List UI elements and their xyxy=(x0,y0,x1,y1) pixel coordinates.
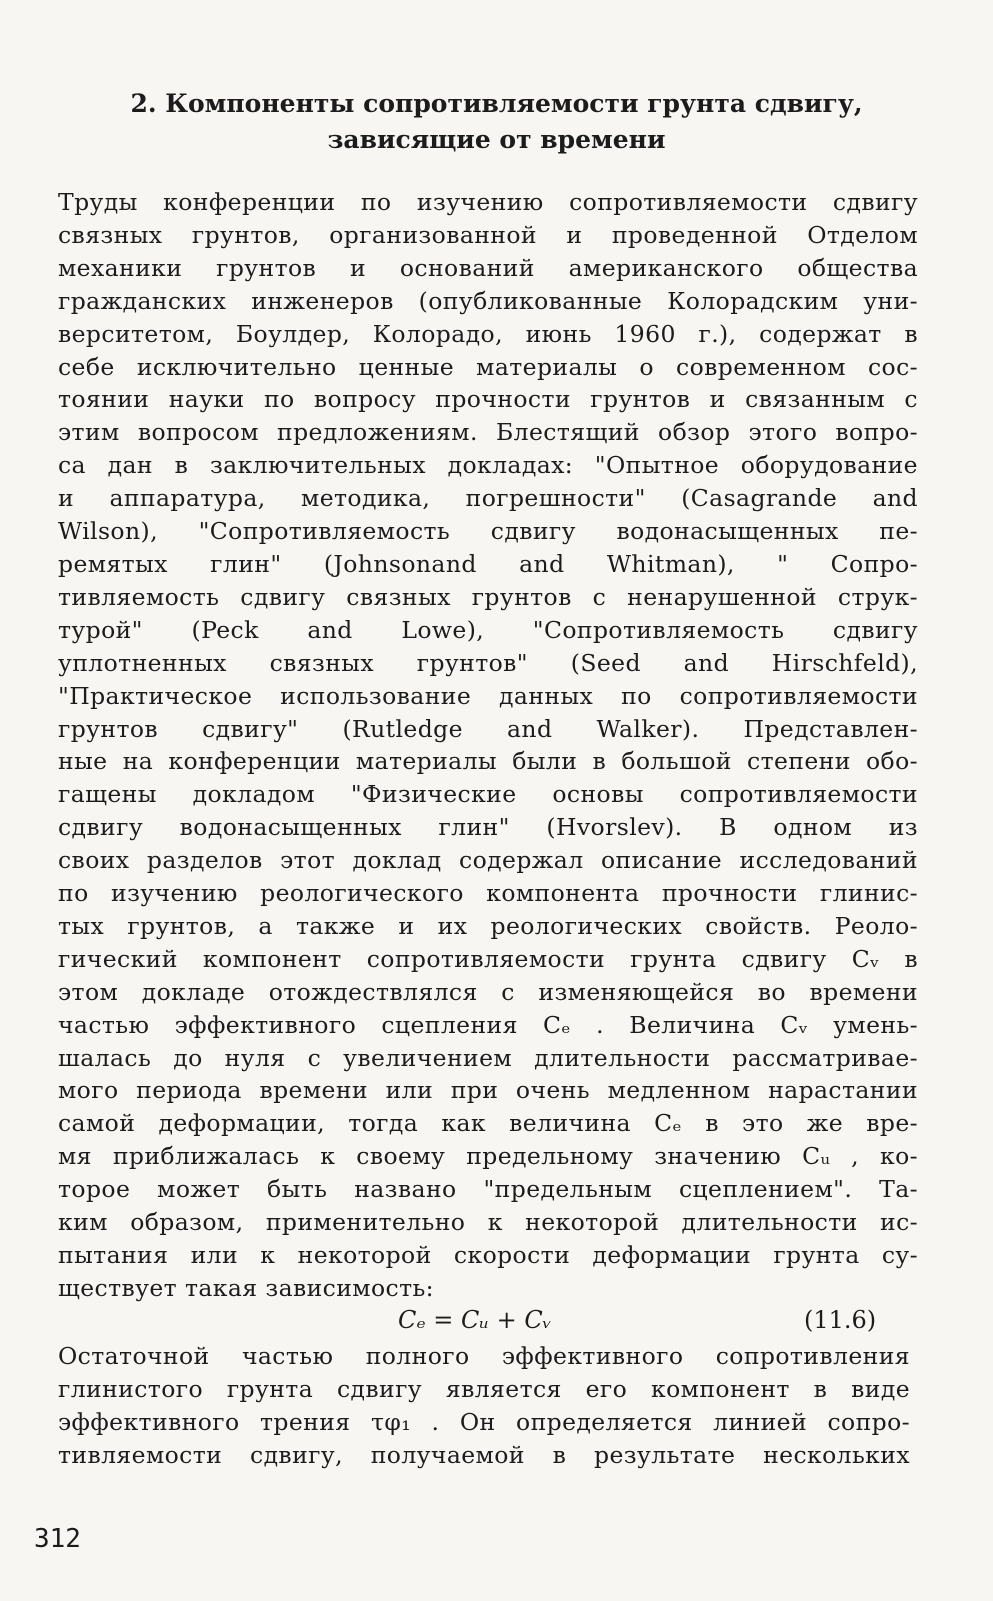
text-line: своих разделов этот доклад содержал описание исследований xyxy=(58,846,918,875)
equation-11-6 xyxy=(0,1306,993,1340)
text-line: гащены докладом "Физические основы сопротивляемости xyxy=(58,780,918,809)
text-line: тивляемости сдвигу, получаемой в результате нескольких xyxy=(58,1441,910,1469)
text-line: грунтов сдвигу" (Rutledge and Walker). Представлен- xyxy=(58,714,918,743)
text-line: са дан в заключительных докладах: "Опытное оборудование xyxy=(58,451,918,480)
section-heading xyxy=(0,86,993,158)
text-line: гражданских инженеров (опубликованные Колорадским уни- xyxy=(58,286,918,315)
text-line: уплотненных связных грунтов" (Seed and Hirschfeld), xyxy=(58,648,918,677)
text-line: ремятых глин" (Johnsonand and Whitman), " Сопро- xyxy=(58,549,918,578)
text-line: ким образом, применительно к некоторой длительности ис- xyxy=(58,1208,918,1237)
text-line: Остаточной частью полного эффективного сопротивления xyxy=(58,1342,910,1370)
heading-line-2: зависящие от времени xyxy=(327,125,666,154)
text-line: этим вопросом предложениям. Блестящий обзор этого вопро- xyxy=(58,418,918,447)
text-line: глинистого грунта сдвигу является его компонент в виде xyxy=(58,1375,910,1403)
text-line: мого периода времени или при очень медленном нарастании xyxy=(58,1076,918,1105)
text-line: гический компонент сопротивляемости грунта сдвигу Cᵥ в xyxy=(58,944,918,973)
text-line: мя приближалась к своему предельному значению Cᵤ , ко- xyxy=(58,1142,918,1171)
text-line: тивляемость сдвигу связных грунтов с ненарушенной струк- xyxy=(58,582,918,611)
text-line: турой" (Peck and Lowe), "Сопротивляемость сдвигу xyxy=(58,615,918,644)
text-line: по изучению реологического компонента прочности глинис- xyxy=(58,879,918,908)
text-line: себе исключительно ценные материалы о современном сос- xyxy=(58,352,918,381)
equation-number: (11.6) xyxy=(804,1306,877,1334)
text-line: и аппаратура, методика, погрешности" (Casagrande and xyxy=(58,484,918,513)
text-line: верситетом, Боулдер, Колорадо, июнь 1960 г.), содержат в xyxy=(58,319,918,348)
text-line: шалась до нуля с увеличением длительности рассматривае- xyxy=(58,1043,918,1072)
text-line: пытания или к некоторой скорости деформации грунта су- xyxy=(58,1241,918,1269)
page-number: 312 xyxy=(34,1524,81,1554)
text-line: частью эффективного сцепления Cₑ . Величина Cᵥ умень- xyxy=(58,1010,918,1039)
text-line: тых грунтов, а также и их реологических свойств. Реоло- xyxy=(58,911,918,940)
heading-line-1: 2. Компоненты сопротивляемости грунта сдвигу, xyxy=(130,89,863,118)
text-line: Труды конференции по изучению сопротивляемости сдвигу xyxy=(58,188,918,216)
text-line: Wilson), "Сопротивляемость сдвигу водонасыщенных пе- xyxy=(58,517,918,546)
text-line: ществует такая зависимость: xyxy=(58,1273,435,1302)
text-line: этом докладе отождествлялся с изменяющейся во времени xyxy=(58,977,918,1006)
text-line: связных грунтов, организованной и проведенной Отделом xyxy=(58,220,918,249)
text-line: тоянии науки по вопросу прочности грунтов и связанным с xyxy=(58,385,918,414)
text-line: ные на конференции материалы были в большой степени обо- xyxy=(58,747,918,776)
text-line: механики грунтов и оснований американского общества xyxy=(58,253,918,282)
paragraph-2 xyxy=(58,1340,910,1472)
equation-expression: Cₑ = Cᵤ + Cᵥ xyxy=(398,1306,552,1334)
text-line: "Практическое использование данных по сопротивляемости xyxy=(58,681,918,710)
text-line: эффективного трения τφ₁ . Он определяется линией сопро- xyxy=(58,1408,910,1436)
text-line: торое может быть названо "предельным сцеплением". Та- xyxy=(58,1175,918,1204)
text-line: сдвигу водонасыщенных глин" (Hvorslev). В одном из xyxy=(58,813,918,842)
paragraph-1 xyxy=(58,186,918,1305)
text-line: самой деформации, тогда как величина Cₑ в это же вре- xyxy=(58,1109,918,1138)
